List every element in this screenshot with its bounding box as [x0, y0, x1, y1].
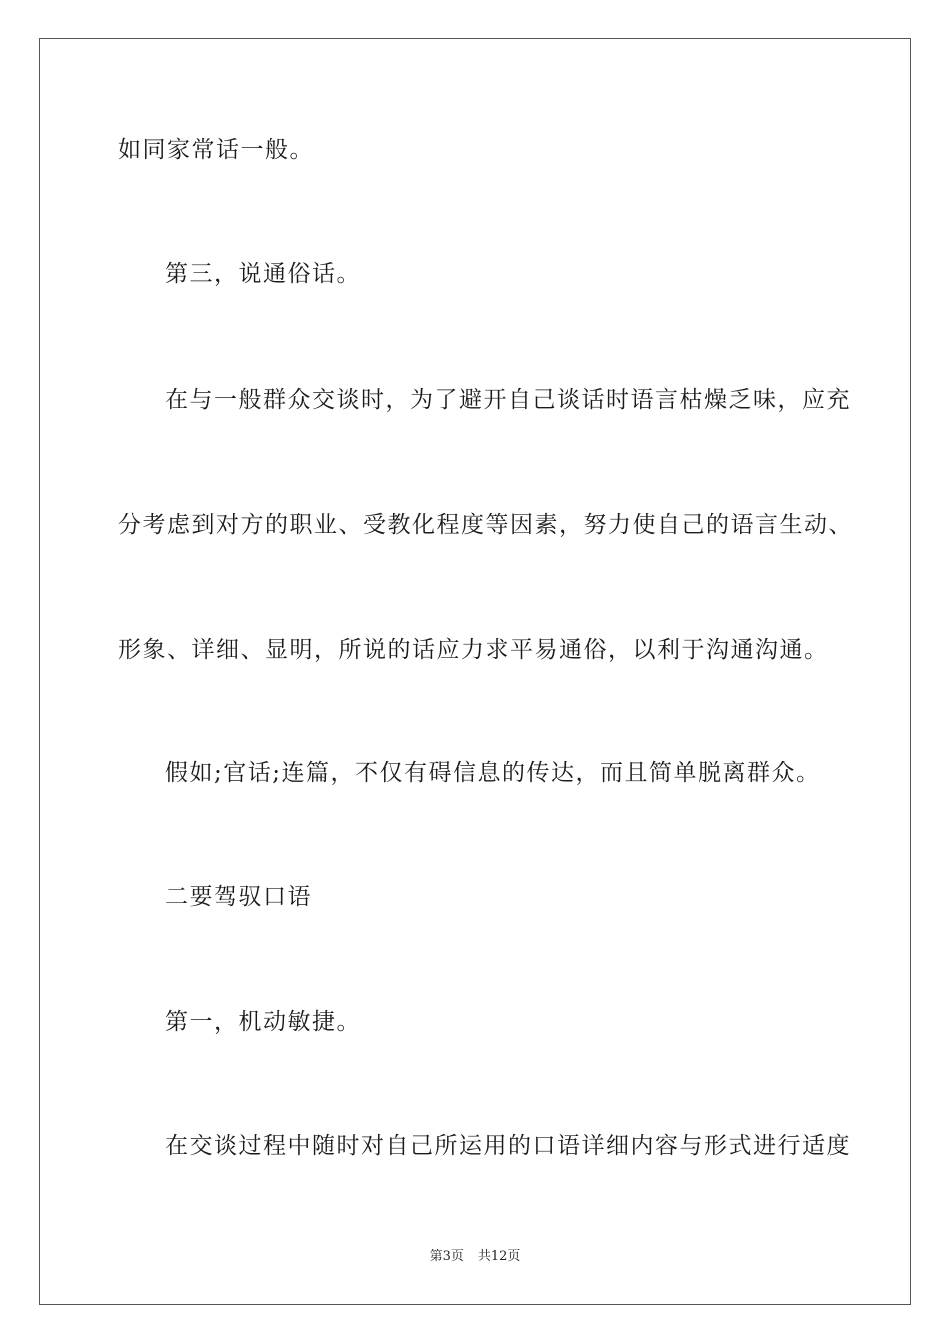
paragraph-line-9: 在交谈过程中随时对自己所运用的口语详细内容与形式进行适度 [165, 1133, 851, 1159]
page-footer [0, 1248, 950, 1266]
paragraph-line-4: 分考虑到对方的职业、受教化程度等因素，努力使自己的语言生动、 [118, 512, 853, 538]
paragraph-line-8: 第一，机动敏捷。 [165, 1009, 361, 1035]
paragraph-line-2: 第三，说通俗话。 [165, 261, 361, 287]
page-border [39, 38, 911, 1305]
paragraph-line-1: 如同家常话一般。 [118, 137, 314, 163]
section-heading: 二要驾驭口语 [165, 884, 312, 910]
total-pages: 共12页 [477, 1249, 521, 1264]
page-number: 第3页 [429, 1249, 464, 1264]
paragraph-line-5: 形象、详细、显明，所说的话应力求平易通俗，以利于沟通沟通。 [118, 637, 829, 663]
paragraph-line-6: 假如;官话;连篇，不仅有碍信息的传达，而且简单脱离群众。 [165, 760, 821, 786]
paragraph-line-3: 在与一般群众交谈时，为了避开自己谈话时语言枯燥乏味，应充 [165, 387, 851, 413]
